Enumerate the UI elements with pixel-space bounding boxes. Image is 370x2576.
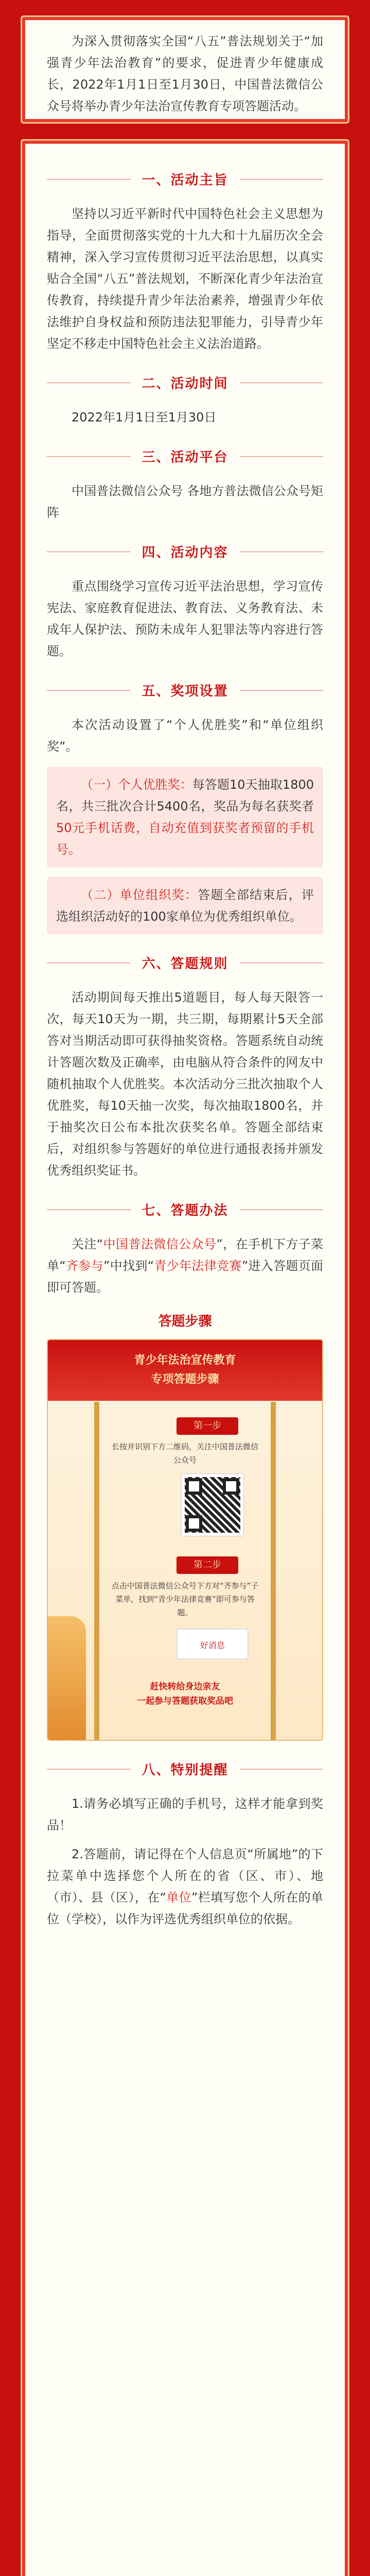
prize-personal-text bbox=[56, 774, 314, 860]
unit-keyword: 单位 bbox=[166, 1890, 192, 1905]
section-header-7 bbox=[47, 1200, 323, 1219]
text-part: ”栏填写您个人所在的单位（学校），以作为评选优秀组织单位的依据。 bbox=[47, 1890, 323, 1926]
qr-code-icon[interactable] bbox=[182, 1474, 243, 1536]
steps-poster bbox=[47, 1339, 323, 1741]
step1-note: 长按并识别下方二维码，关注中国普法微信公众号 bbox=[111, 1442, 258, 1465]
step2-badge: 第二步 bbox=[177, 1556, 238, 1574]
section-header-2 bbox=[47, 373, 323, 392]
prize-unit bbox=[47, 877, 323, 935]
section-header-1 bbox=[47, 170, 323, 189]
poster-slogan-2: 一起参与答题获取奖品吧 bbox=[137, 1696, 233, 1706]
section-header-6 bbox=[47, 953, 323, 972]
section-header-3 bbox=[47, 447, 323, 466]
section-title: 七、答题办法 bbox=[142, 1203, 228, 1218]
section-title: 二、活动时间 bbox=[142, 376, 228, 392]
qr-corner-icon bbox=[186, 1478, 202, 1495]
text-part: 关注“ bbox=[72, 1237, 103, 1251]
poster-title: 青少年法治宣传教育 bbox=[134, 1354, 236, 1367]
section-body: 中国普法微信公众号 各地方普法微信公众号矩阵 bbox=[47, 484, 323, 520]
qr-corner-icon bbox=[223, 1478, 239, 1495]
main-card bbox=[21, 139, 349, 2576]
prize-personal-reward: 50元手机话费，自动充值到获奖者预留的手机号。 bbox=[56, 821, 314, 857]
poster-slogan-1: 赶快转给身边亲友 bbox=[150, 1682, 220, 1692]
qr-corner-icon bbox=[186, 1515, 202, 1532]
account-name: 中国普法微信公众号 bbox=[103, 1237, 217, 1251]
prize-unit-body: 答题全部结束后，评选组织活动好的100家单位为优秀组织单位。 bbox=[56, 888, 314, 924]
section-title: 五、奖项设置 bbox=[142, 684, 228, 699]
section-body bbox=[47, 1233, 323, 1298]
step1-badge: 第一步 bbox=[177, 1417, 238, 1435]
prize-personal-body: 每答题10天抽取1800名，共三批次合计5400名，奖品为每名获奖者 bbox=[56, 777, 314, 814]
tip-2 bbox=[47, 1843, 323, 1930]
poster-banner bbox=[48, 1340, 322, 1401]
section-body: 坚持以习近平新时代中国特色社会主义思想为指导，全面贯彻落实党的十九大和十九届历次全会精神，深入学习宣传贯彻习近平法治思想，以真实贴合全国“八五”普法规划，不断深化青少年法治宣传教育，持续提升青少年法治素养，增强青少年依法维护自身权益和预防违法犯罪能力，引导青少年坚定不移走中国特色社会主义法治道路。 bbox=[47, 207, 323, 351]
step2-note: 点击中国普法微信公众号下方对“齐参与”子菜单，找到“青少年法律竞赛”即可参与答题。 bbox=[111, 1581, 259, 1617]
prize-unit-text bbox=[56, 884, 314, 927]
lantern-icon bbox=[48, 1616, 86, 1740]
text-part: ”进入答题页面即可答题。 bbox=[47, 1259, 324, 1295]
section-header-8 bbox=[47, 1759, 323, 1778]
scroll-left-icon bbox=[94, 1402, 99, 1740]
text-part: ”中找到“ bbox=[103, 1259, 154, 1273]
scroll-right-icon bbox=[271, 1402, 276, 1740]
prize-personal-label: （一）个人优胜奖： bbox=[81, 777, 192, 792]
poster-subtitle: 专项答题步骤 bbox=[151, 1373, 219, 1386]
section-header-5 bbox=[47, 681, 323, 700]
tip-1: 1.请务必填写正确的手机号，这样才能拿到奖品！ bbox=[47, 1797, 323, 1833]
section-header-4 bbox=[47, 542, 323, 561]
section-body: 本次活动设置了“个人优胜奖”和“单位组织奖”。 bbox=[47, 718, 323, 754]
section-body: 2022年1月1日至1月30日 bbox=[72, 410, 217, 425]
section-title: 四、活动内容 bbox=[142, 545, 228, 561]
poster-label: 答题步骤 bbox=[158, 1314, 212, 1329]
thumb-label: 好消息 bbox=[200, 1640, 225, 1650]
section-title: 一、活动主旨 bbox=[142, 173, 228, 188]
section-title: 六、答题规则 bbox=[142, 956, 228, 972]
prize-unit-label: （二）单位组织奖： bbox=[81, 888, 198, 902]
section-body: 重点围绕学习宣传习近平法治思想，学习宣传宪法、家庭教育促进法、教育法、义务教育法、未成年人保护法、预防未成年人犯罪法等内容进行答题。 bbox=[47, 579, 323, 658]
intro-text: 为深入贯彻落实全国“八五”普法规划关于“加强青少年法治教育”的要求，促进青少年健康成长，2022年1月1日至1月30日，中国普法微信公众号将举办青少年法治宣传教育专项答题活动。 bbox=[47, 34, 323, 113]
section-title: 三、活动平台 bbox=[142, 450, 228, 465]
intro-card bbox=[21, 15, 349, 124]
menu-name: 青少年法律竞赛 bbox=[154, 1259, 242, 1273]
prize-personal bbox=[47, 767, 323, 868]
menu-name: 齐参与 bbox=[65, 1259, 104, 1273]
text-part: ”，在手机下方子菜单“ bbox=[47, 1237, 323, 1273]
section-title: 八、特别提醒 bbox=[142, 1762, 228, 1778]
text-part: 2.答题前，请记得在个人信息页“所属地”的下拉菜单中选择您个人所在的省（区、市）、地（市）、县（区），在“ bbox=[47, 1847, 323, 1905]
section-body: 活动期间每天推出5道题目，每人每天限答一次，每天10天为一期，共三期，每期累计5天全部答对当期活动即可获得抽奖资格。答题系统自动统计答题次数及正确率，由电脑从符合条件的网友中随机抽取个人优胜奖。本次活动分三批次抽取个人优胜奖，每10天抽一次奖，每次抽取1800名，并于抽奖次日公布本批次获奖名单。答题全部结束后，对组织参与答题好的单位进行通报表扬并颁发优秀组织奖证书。 bbox=[47, 990, 323, 1178]
screenshot-thumb bbox=[177, 1629, 249, 1659]
